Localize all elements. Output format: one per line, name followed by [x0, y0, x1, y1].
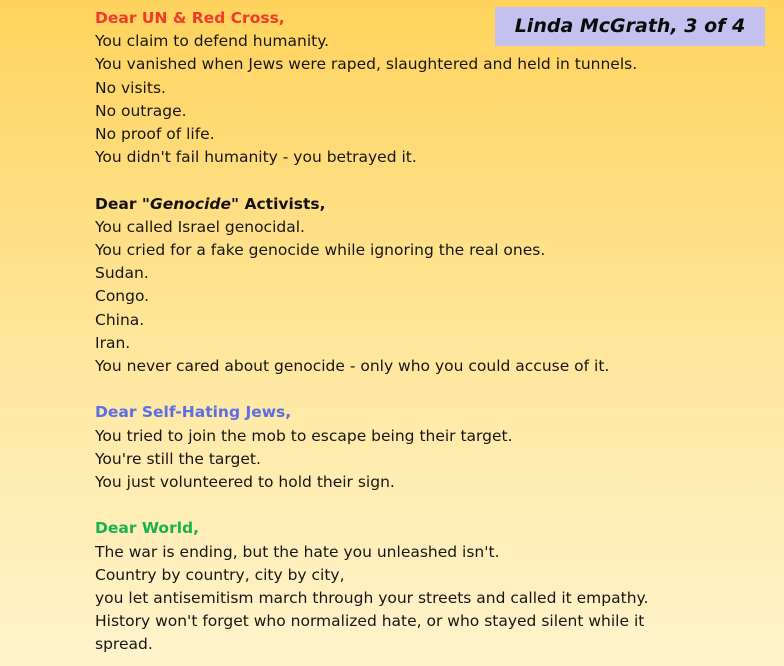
- section-line: You never cared about genocide - only who you could accuse of it.: [95, 357, 610, 376]
- section-line: you let antisemitism march through your streets and called it empathy.: [95, 589, 649, 608]
- letter-content: [95, 7, 755, 657]
- section-line: You claim to defend humanity.: [95, 32, 330, 51]
- section-un-red-cross: [95, 7, 755, 169]
- section-heading-self-hating-jews: Dear Self-Hating Jews,: [95, 403, 292, 422]
- heading-emphasis: "Genocide": [141, 194, 240, 213]
- section-line: Iran.: [95, 333, 131, 352]
- heading-suffix: Activists,: [239, 194, 326, 213]
- section-line: History won't forget who normalized hate, or who stayed silent while it spread.: [95, 612, 645, 654]
- section-line: The war is ending, but the hate you unleashed isn't.: [95, 542, 500, 561]
- section-line: Sudan.: [95, 264, 149, 283]
- section-line: You called Israel genocidal.: [95, 217, 305, 236]
- section-line: No visits.: [95, 78, 166, 97]
- section-line: China.: [95, 310, 145, 329]
- section-line: No proof of life.: [95, 125, 215, 144]
- section-line: You vanished when Jews were raped, slaughtered and held in tunnels.: [95, 55, 638, 74]
- section-line: Country by country, city by city,: [95, 565, 345, 584]
- section-heading-world: Dear World,: [95, 519, 200, 538]
- section-self-hating-jews: [95, 401, 755, 494]
- section-world: [95, 517, 755, 656]
- section-line: You just volunteered to hold their sign.: [95, 473, 395, 492]
- section-line: Congo.: [95, 287, 150, 306]
- section-line: You didn't fail humanity - you betrayed it.: [95, 148, 417, 167]
- section-heading-genocide-activists: [95, 193, 755, 216]
- section-line: No outrage.: [95, 101, 187, 120]
- section-line: You cried for a fake genocide while ignoring the real ones.: [95, 241, 546, 260]
- author-badge-text: Linda McGrath, 3 of 4: [514, 14, 746, 37]
- section-line: You tried to join the mob to escape being their target.: [95, 426, 513, 445]
- section-line: You're still the target.: [95, 449, 261, 468]
- section-genocide-activists: [95, 193, 755, 379]
- section-heading-un-red-cross: Dear UN & Red Cross,: [95, 9, 285, 27]
- heading-prefix: Dear: [95, 194, 142, 213]
